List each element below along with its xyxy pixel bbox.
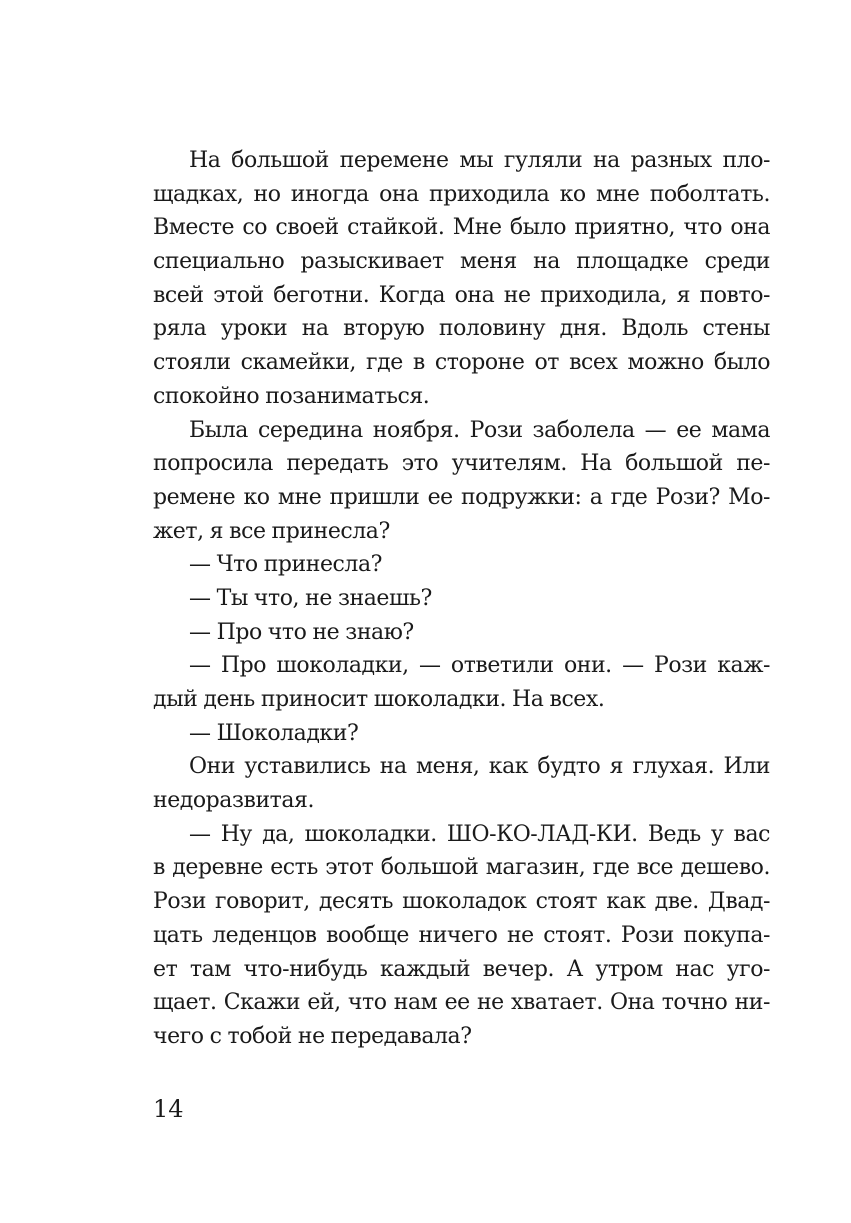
text-line: Рози говорит, десять шоколадок стоят как две. Двад- [153,889,770,915]
text-line: На большой перемене мы гуляли на разных пло- [189,148,770,173]
text-line: дый день приносит шоколадки. На всех. [153,687,605,712]
body-text [153,144,770,1054]
text-line: ремене ко мне пришли ее подружки: а где Рози? Мо- [153,484,770,510]
text-line: недоразвитая. [153,788,315,814]
text-line: цать леденцов вообще ничего не стоят. Рози покупа- [153,922,770,948]
text-line: попросила передать это учителям. На большой пе- [153,451,770,477]
text-line: ет там что-нибудь каждый вечер. А утром нас уго- [153,956,770,982]
text-line: — Шоколадки? [189,720,359,746]
text-line: — Про что не знаю? [189,619,414,645]
text-line: Вместе со своей стайкой. Мне было приятно, что она [153,215,770,241]
text-line: всей этой беготни. Когда она не приходила, я повто- [153,282,770,308]
text-line: — Ну да, шоколадки. ШО-КО-ЛАД-КИ. Ведь у вас [189,821,770,847]
text-line: щает. Скажи ей, что нам ее не хватает. Она точно ни- [153,990,770,1016]
text-line: в деревне есть этот большой магазин, где все дешево. [153,855,770,881]
text-line: щадках, но иногда она приходила ко мне поболтать. [153,181,770,207]
text-line: ряла уроки на вторую половину дня. Вдоль стены [153,316,770,342]
text-line: спокойно позаниматься. [153,383,430,409]
text-line: Они уставились на меня, как будто я глухая. Или [189,754,770,780]
text-line: жет, я все принесла? [153,518,390,544]
text-line: стояли скамейки, где в стороне от всех можно было [153,350,770,376]
text-line: чего с тобой не передавала? [153,1023,472,1049]
text-line: специально разыскивает меня на площадке среди [153,249,770,275]
page-number: 14 [153,1095,184,1123]
text-line: — Про шоколадки, — ответили они. — Рози каж- [189,653,770,679]
text-line: — Что принесла? [189,552,382,578]
text-line: — Ты что, не знаешь? [189,585,432,611]
text-line: Была середина ноября. Рози заболела — ее мама [189,417,770,443]
